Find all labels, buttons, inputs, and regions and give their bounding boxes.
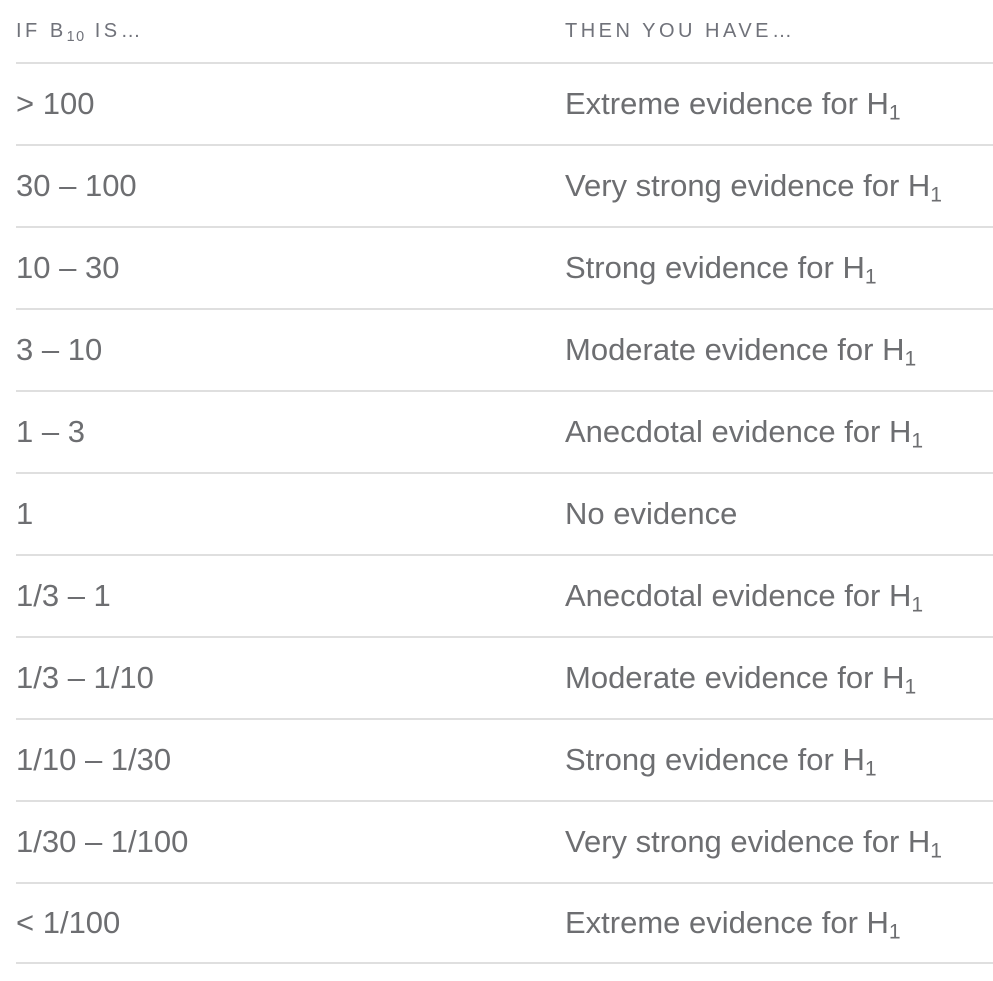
h1-subscript: 1 [930,839,943,863]
h1-subscript: 1 [904,675,917,699]
table-row [16,636,993,718]
h1-subscript: 1 [888,101,901,125]
evidence-cell: Moderate evidence for $H_1$ [565,660,917,699]
evidence-cell: Anecdotal evidence for $H_1$ [565,578,924,617]
h1-subscript: 1 [864,265,877,289]
table-header-row [16,0,993,62]
table-row [16,390,993,472]
h1-subscript: 1 [864,757,877,781]
table-row [16,62,993,144]
header-if-b10-base: IF B [16,19,67,42]
h1-subscript: 1 [904,347,917,371]
range-cell: 1/3 – 1/10 [16,660,154,695]
table-row [16,308,993,390]
evidence-cell: Extreme evidence for $H_1$ [565,86,901,125]
range-cell: < 1/100 [16,905,121,940]
header-if-b10 [16,20,565,43]
range-cell: > 100 [16,86,95,121]
range-cell: 1/10 – 1/30 [16,742,172,777]
evidence-cell: Very strong evidence for $H_1$ [565,168,943,207]
evidence-cell: Strong evidence for $H_1$ [565,250,877,289]
evidence-cell: No evidence [565,496,738,531]
table-row [16,800,993,882]
h1-subscript: 1 [888,920,901,944]
header-if-b10-rest: IS… [85,19,145,42]
evidence-cell: Anecdotal evidence for $H_1$ [565,414,924,453]
table-row [16,718,993,800]
table-row [16,144,993,226]
table-row [16,554,993,636]
range-cell: 1 – 3 [16,414,85,449]
range-cell: 1 [16,496,34,531]
range-cell: 1/3 – 1 [16,578,111,613]
header-then-you-have: THEN YOU HAVE… [565,19,796,42]
range-cell: 1/30 – 1/100 [16,824,189,859]
table-row [16,882,993,964]
h1-subscript: 1 [911,429,924,453]
h1-subscript: 1 [911,593,924,617]
table-row [16,472,993,554]
b10-subscript: 10 [66,28,86,45]
evidence-cell: Moderate evidence for $H_1$ [565,332,917,371]
table-row [16,226,993,308]
h1-subscript: 1 [930,183,943,207]
evidence-cell: Strong evidence for $H_1$ [565,742,877,781]
evidence-cell: Extreme evidence for $H_1$ [565,905,901,944]
range-cell: 10 – 30 [16,250,120,285]
range-cell: 30 – 100 [16,168,137,203]
range-cell: 3 – 10 [16,332,103,367]
evidence-cell: Very strong evidence for $H_1$ [565,824,943,863]
